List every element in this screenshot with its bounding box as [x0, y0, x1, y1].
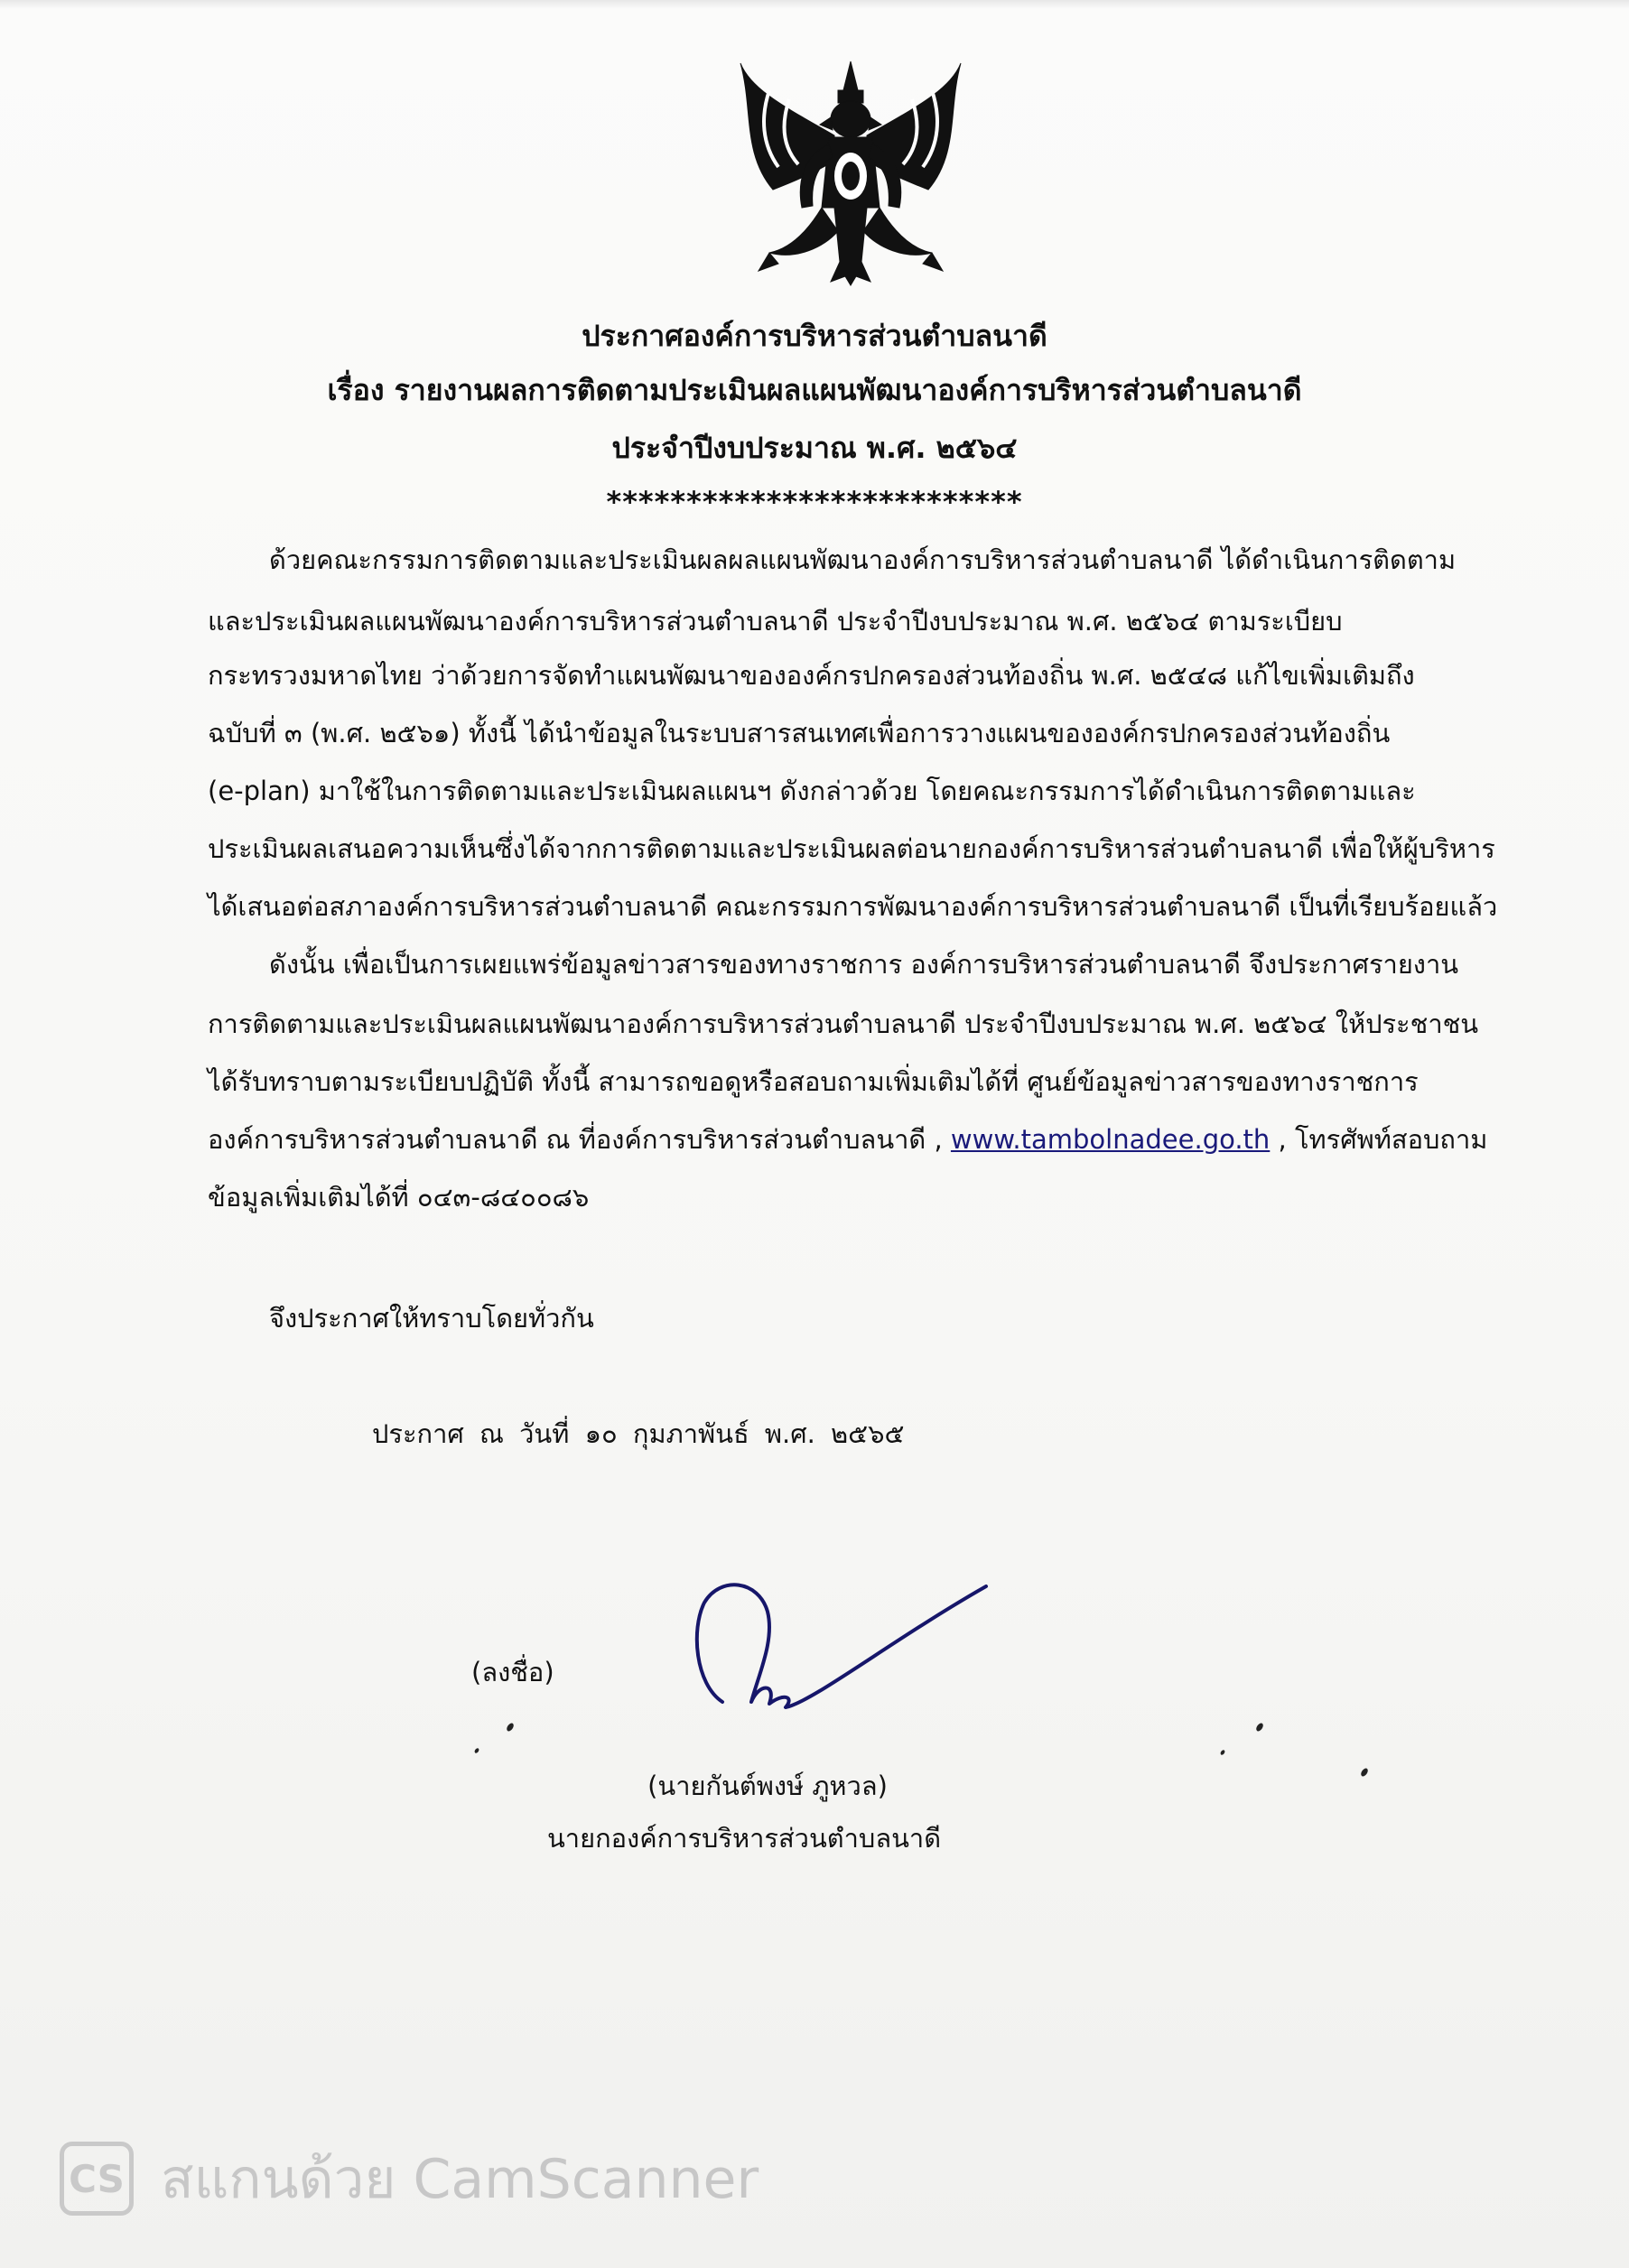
signatory-name: (นายกันต์พงษ์ ภูหวล) — [647, 1771, 888, 1801]
website-link[interactable]: www.tambolnadee.go.th — [950, 1124, 1271, 1155]
paragraph-line: (e-plan) มาใช้ในการติดตามและประเมินผลแผนฯ ดังกล่าวด้วย โดยคณะกรรมการได้ดำเนินการติดตามและ — [208, 776, 1416, 806]
phone-line: ข้อมูลเพิ่มเติมได้ที่ ๐๔๓-๘๔๐๐๘๖ — [208, 1182, 590, 1213]
scan-speck — [1255, 1722, 1265, 1733]
scan-edge — [0, 0, 1629, 9]
separator-stars: ************************** — [606, 485, 1023, 519]
watermark-text: สแกนด้วย CamScanner — [161, 2147, 759, 2211]
paragraph-line: และประเมินผลแผนพัฒนาองค์การบริหารส่วนตำบลนาดี ประจำปีงบประมาณ พ.ศ. ๒๕๖๔ ตามระเบียบ — [208, 606, 1343, 637]
paragraph-line: ฉบับที่ ๓ (พ.ศ. ๒๕๖๑) ทั้งนี้ ได้นำข้อมูลในระบบสารสนเทศเพื่อการวางแผนขององค์กรปกครองส่วนท้องถิ่น — [208, 718, 1391, 748]
paragraph-line: ได้เสนอต่อสภาองค์การบริหารส่วนตำบลนาดี คณะกรรมการพัฒนาองค์การบริหารส่วนตำบลนาดี เป็นที่เรียบร้อยแล้ว — [208, 891, 1498, 922]
paragraph-line: การติดตามและประเมินผลแผนพัฒนาองค์การบริหารส่วนตำบลนาดี ประจำปีงบประมาณ พ.ศ. ๒๕๖๔ ให้ประชาชน — [208, 1009, 1479, 1039]
contact-text-after: , โทรศัพท์สอบถาม — [1270, 1124, 1488, 1155]
paragraph-line — [208, 1121, 1487, 1157]
signed-label: (ลงชื่อ) — [471, 1657, 554, 1687]
signatory-position: นายกองค์การบริหารส่วนตำบลนาดี — [546, 1823, 942, 1854]
paragraph-line: ดังนั้น เพื่อเป็นการเผยแพร่ข้อมูลข่าวสารของทางราชการ องค์การบริหารส่วนตำบลนาดี จึงประกาศรายงาน — [269, 949, 1459, 980]
paragraph-line: ประเมินผลเสนอความเห็นซึ่งได้จากการติดตามและประเมินผลต่อนายกองค์การบริหารส่วนตำบลนาดี เพื่อให้ผู้บริหาร — [208, 833, 1495, 864]
fiscal-year: ประจำปีงบประมาณ พ.ศ. ๒๕๖๔ — [611, 431, 1018, 465]
camscanner-logo: CS — [60, 2142, 134, 2216]
paragraph-line: ได้รับทราบตามระเบียบปฏิบัติ ทั้งนี้ สามารถขอดูหรือสอบถามเพิ่มเติมได้ที่ ศูนย์ข้อมูลข่าวสารของทางราชการ — [208, 1066, 1419, 1097]
camscanner-watermark — [60, 2138, 759, 2219]
handwritten-signature — [668, 1566, 993, 1729]
scan-speck — [474, 1747, 480, 1753]
announcement-title: ประกาศองค์การบริหารส่วนตำบลนาดี — [582, 319, 1047, 353]
paragraph-line: กระทรวงมหาดไทย ว่าด้วยการจัดทำแผนพัฒนาขององค์กรปกครองส่วนท้องถิ่น พ.ศ. ๒๕๔๘ แก้ไขเพิ่มเติมถึง — [208, 660, 1415, 691]
scan-speck — [1360, 1767, 1370, 1778]
scan-speck — [506, 1722, 516, 1733]
contact-text: องค์การบริหารส่วนตำบลนาดี ณ ที่องค์การบริหารส่วนตำบลนาดี , — [208, 1124, 951, 1155]
garuda-emblem — [733, 54, 968, 289]
announcement-date: ประกาศ ณ วันที่ ๑๐ กุมภาพันธ์ พ.ศ. ๒๕๖๕ — [372, 1418, 905, 1449]
announcement-subject: เรื่อง รายงานผลการติดตามประเมินผลแผนพัฒนาองค์การบริหารส่วนตำบลนาดี — [327, 373, 1302, 407]
closing-statement: จึงประกาศให้ทราบโดยทั่วกัน — [269, 1303, 594, 1334]
scan-speck — [1220, 1749, 1226, 1755]
paragraph-line: ด้วยคณะกรรมการติดตามและประเมินผลผลแผนพัฒนาองค์การบริหารส่วนตำบลนาดี ได้ดำเนินการติดตาม — [269, 544, 1457, 575]
